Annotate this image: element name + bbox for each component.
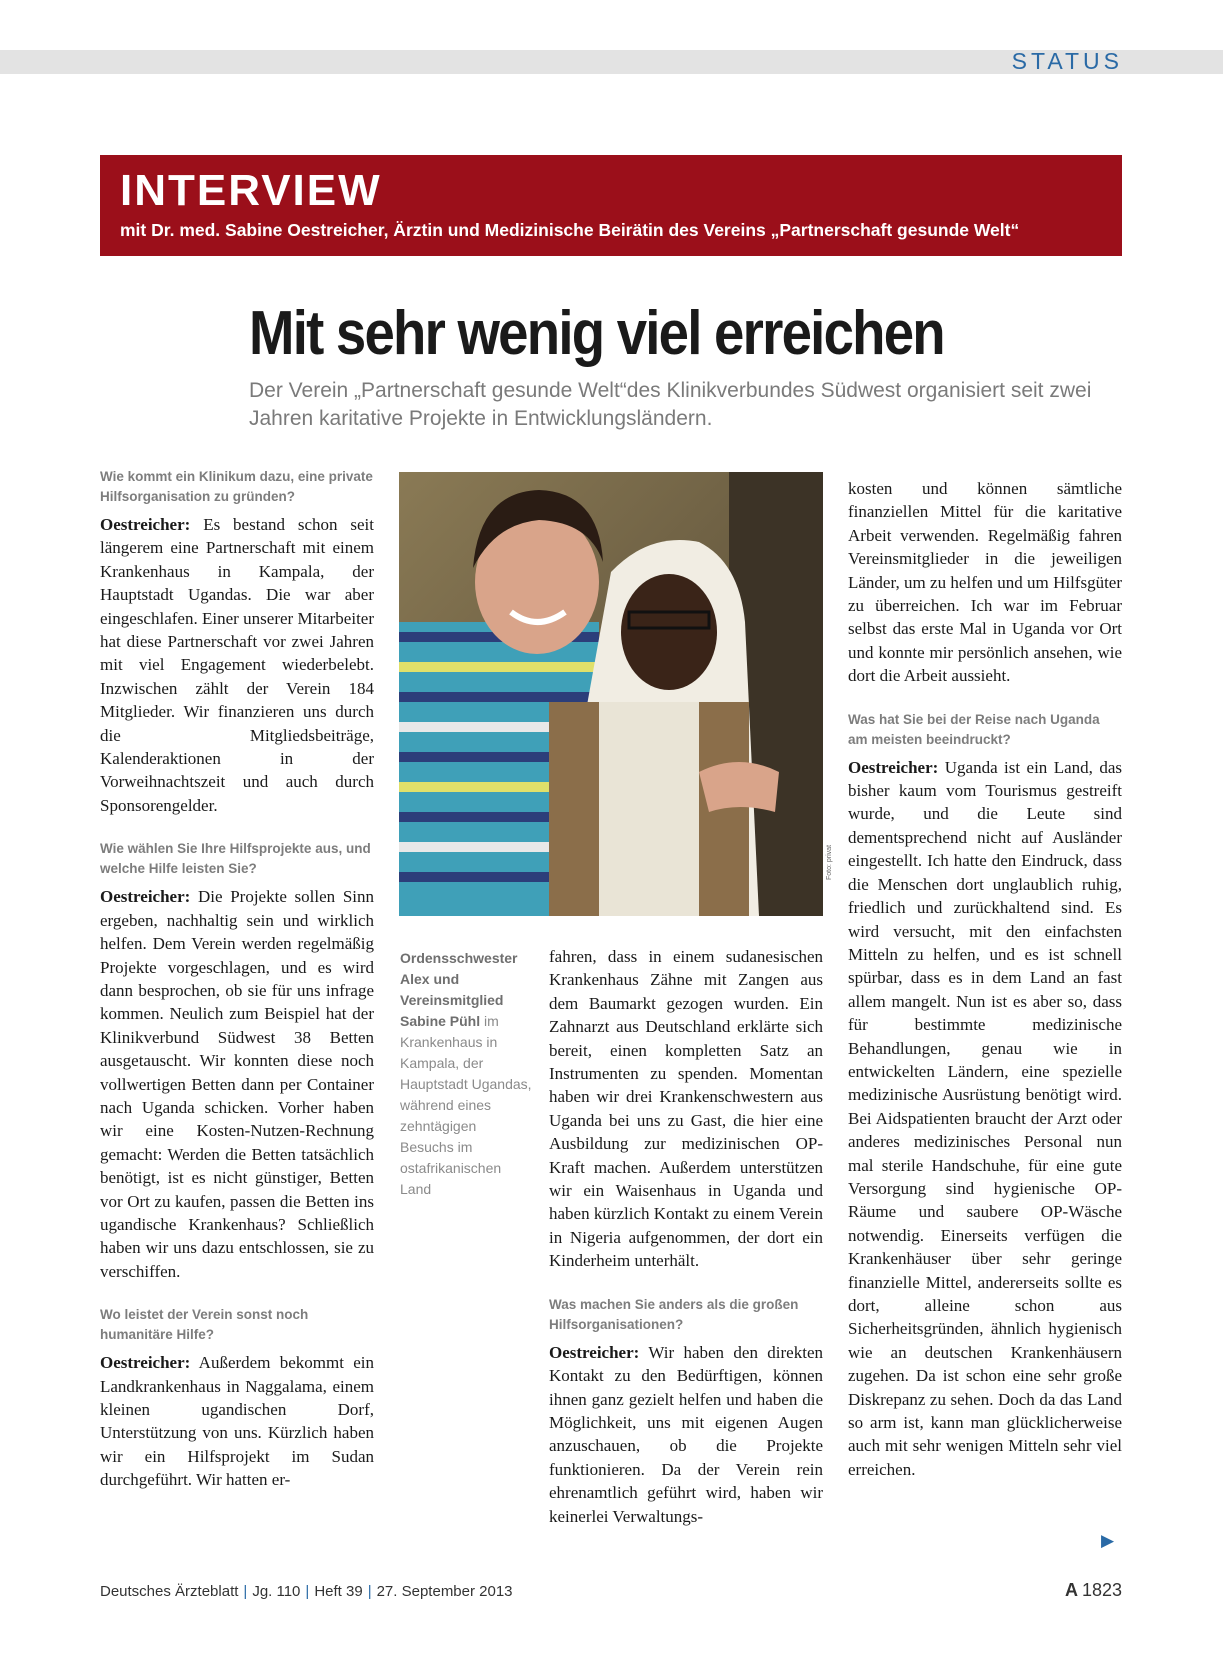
answer-text: Die Projekte sollen Sinn ergeben, nachhaltig sein und wirklich helfen. Dem Verein werden regelmäßig Projekte vorgeschlagen, und es wird dann besprochen, ob sie für uns infrage kommen. Neulich zum Beispiel hat der Klinikverbund Südwest 38 Betten ausgetauscht. Wir konnten diese noch vollwertigen Betten dann per Container nach Uganda schicken. Vorher haben wir eine Kosten-Nutzen-Rechnung gemacht: Werden die Betten tatsächlich benötigt, ist es nicht günstiger, Betten vor Ort zu kaufen, passen die Betten ins ugandische Krankenhaus? Schließlich haben wir uns dazu entschlossen, sie zu verschiffen. bbox=[100, 887, 375, 1281]
answer-2 bbox=[100, 885, 374, 1283]
journal-issue: Heft 39 bbox=[314, 1583, 363, 1600]
triangle-right-icon: ▶ bbox=[1101, 1531, 1115, 1550]
article-photo bbox=[399, 472, 823, 916]
answer-text: Uganda ist ein Land, das bisher kaum vom Tourismus gestreift wurde, und die Leute sind dementsprechend nicht auf Ausländer eingestellt. Ich hatte den Eindruck, dass die Menschen dort unglaublich ruhig, friedlich und zurückhaltend sind. Es wird versucht, mit den einfachsten Mitteln zu helfen, und es ist schnell spürbar, dass es in dem Land an fast allem mangelt. Nun ist es aber so, dass für bestimmte medizinische Behandlungen, genau wie in entwickelten Ländern, eine spezielle medizinische Ausrüstung benötigt wird. Bei Aidspatienten braucht der Arzt oder anderes medizinisches Personal nun mal sterile Handschuhe, für eine gute Versorgung sind hygienische OP-Räume und saubere OP-Wäsche notwendig. Einerseits verfügen die Krankenhäuser über sehr geringe finanzielle Mittel, andererseits sollte es dort, alleine schon aus Sicherheitsgründen, ähnlich hygienisch wie an deutschen Krankenhäusern zugehen. Da ist schon eine sehr große Diskrepanz zu sehen. Doch da das Land so arm ist, kann man glücklicherweise auch mit sehr wenigen Mitteln sehr viel erreichen. bbox=[848, 757, 1123, 1479]
column-1 bbox=[100, 467, 374, 1514]
speaker-label: Oestreicher: bbox=[549, 1342, 640, 1362]
answer-4 bbox=[549, 1341, 823, 1528]
page-number bbox=[1065, 1580, 1122, 1601]
answer-text: Wir haben den direkten Kontakt zu den Bedürftigen, können ihnen ganz gezielt helfen und haben die Möglichkeit, uns mit eigenen Augen anzuschauen, ob die Projekte funktionieren. Da der Verein rein ehrenamtlich geführt wird, haben wir keinerlei Verwaltungs- bbox=[549, 1342, 823, 1526]
question-4: Was machen Sie anders als die großen Hilfsorganisationen? bbox=[549, 1296, 799, 1332]
photo-caption bbox=[400, 948, 532, 1200]
answer-1 bbox=[100, 513, 374, 817]
interview-banner bbox=[100, 155, 1122, 256]
banner-subtitle: mit Dr. med. Sabine Oestreicher, Ärztin und Medizinische Beirätin des Vereins „Partnerschaft gesunde Welt“ bbox=[120, 220, 1020, 240]
separator: | bbox=[243, 1583, 248, 1600]
question-1: Wie kommt ein Klinikum dazu, eine private Hilfsorganisation zu gründen? bbox=[100, 469, 373, 504]
photo-illustration bbox=[399, 472, 823, 916]
column-3 bbox=[848, 477, 1122, 1503]
journal-volume: Jg. 110 bbox=[252, 1583, 301, 1600]
speaker-label: Oestreicher: bbox=[100, 1353, 191, 1373]
paragraph-continued: fahren, dass in einem sudanesischen Krankenhaus Zähne mit Zangen aus dem Baumarkt gezogen wurden. Ein Zahnarzt aus Deutschland erklärte sich bereit, einen kompletten Satz an Instrumenten zu spenden. Momentan haben wir drei Krankenschwestern aus Uganda bei uns zu Gast, die hier eine Ausbildung zur medizinischen OP-Kraft machen. Außerdem unterstützen wir ein Waisenhaus in Uganda und haben kürzlich Kontakt zu einem Verein in Nigeria aufgenommen, der dort ein Kinderheim unterhält. bbox=[549, 947, 823, 1271]
journal-name: Deutsches Ärzteblatt bbox=[100, 1583, 239, 1600]
speaker-label: Oestreicher: bbox=[100, 887, 191, 907]
answer-3 bbox=[100, 1351, 374, 1491]
article-lead: Der Verein „Partnerschaft gesunde Welt“des Klinikverbundes Südwest organisiert seit zwei Jahren karitative Projekte in Entwicklungsländern. bbox=[249, 379, 1092, 430]
answer-text: Es bestand schon seit längerem eine Partnerschaft mit einem Krankenhaus in Kampala, der Hauptstadt Ugandas. Die war aber eingeschlafen. Einer unserer Mitarbeiter hat diese Partnerschaft vor zwei Jahren mit viel Engagement wiederbelebt. Inzwischen zählt der Verein 184 Mitglieder. Wir finanzieren uns durch die Mitgliedsbeiträge, Kalenderaktionen in der Vorweihnachtszeit und auch durch Sponsorengelder. bbox=[100, 515, 374, 815]
paragraph-continued: kosten und können sämtliche finanziellen Mittel für die karitative Arbeit verwenden. Regelmäßig fahren Vereinsmitglieder in die jeweiligen Länder, um zu helfen und um Hilfsgüter zu überreichen. Ich war im Februar selbst das erste Mal in Uganda vor Ort und konnte mir persönlich ansehen, wie dort die Arbeit aussieht. bbox=[848, 479, 1122, 686]
speaker-label: Oestreicher: bbox=[848, 757, 939, 777]
answer-5 bbox=[848, 756, 1122, 1482]
journal-date: 27. September 2013 bbox=[376, 1583, 513, 1600]
question-5: Was hat Sie bei der Reise nach Uganda am meisten beeindruckt? bbox=[848, 711, 1100, 747]
answer-text: Außerdem bekommt ein Landkrankenhaus in Naggalama, einem kleinen ugandischen Dorf, Unterstützung von uns. Kürzlich haben wir ein Hilfsprojekt im Sudan durchgeführt. Wir hatten er- bbox=[100, 1353, 374, 1490]
caption-bold: Ordensschwester Alex und Vereinsmitglied Sabine Pühl bbox=[400, 950, 518, 1029]
separator: | bbox=[367, 1583, 372, 1600]
speaker-label: Oestreicher: bbox=[100, 515, 191, 534]
separator: | bbox=[305, 1583, 310, 1600]
section-label: STATUS bbox=[1011, 48, 1123, 74]
page-prefix: A bbox=[1064, 1580, 1078, 1600]
column-2 bbox=[549, 945, 823, 1550]
banner-title: INTERVIEW bbox=[120, 166, 382, 215]
question-3: Wo leistet der Verein sonst noch humanitäre Hilfe? bbox=[100, 1307, 309, 1343]
question-2: Wie wählen Sie Ihre Hilfsprojekte aus, und welche Hilfe leisten Sie? bbox=[100, 841, 371, 877]
article-headline: Mit sehr wenig viel erreichen bbox=[249, 299, 944, 368]
page-number-value: 1823 bbox=[1081, 1580, 1122, 1600]
photo-credit: Foto: privat bbox=[826, 844, 833, 880]
page-footer bbox=[100, 1583, 513, 1600]
caption-text: im Krankenhaus in Kampala, der Hauptstadt Ugandas, während eines zehntägigen Besuchs im ostafrikanischen Land bbox=[400, 1013, 532, 1197]
